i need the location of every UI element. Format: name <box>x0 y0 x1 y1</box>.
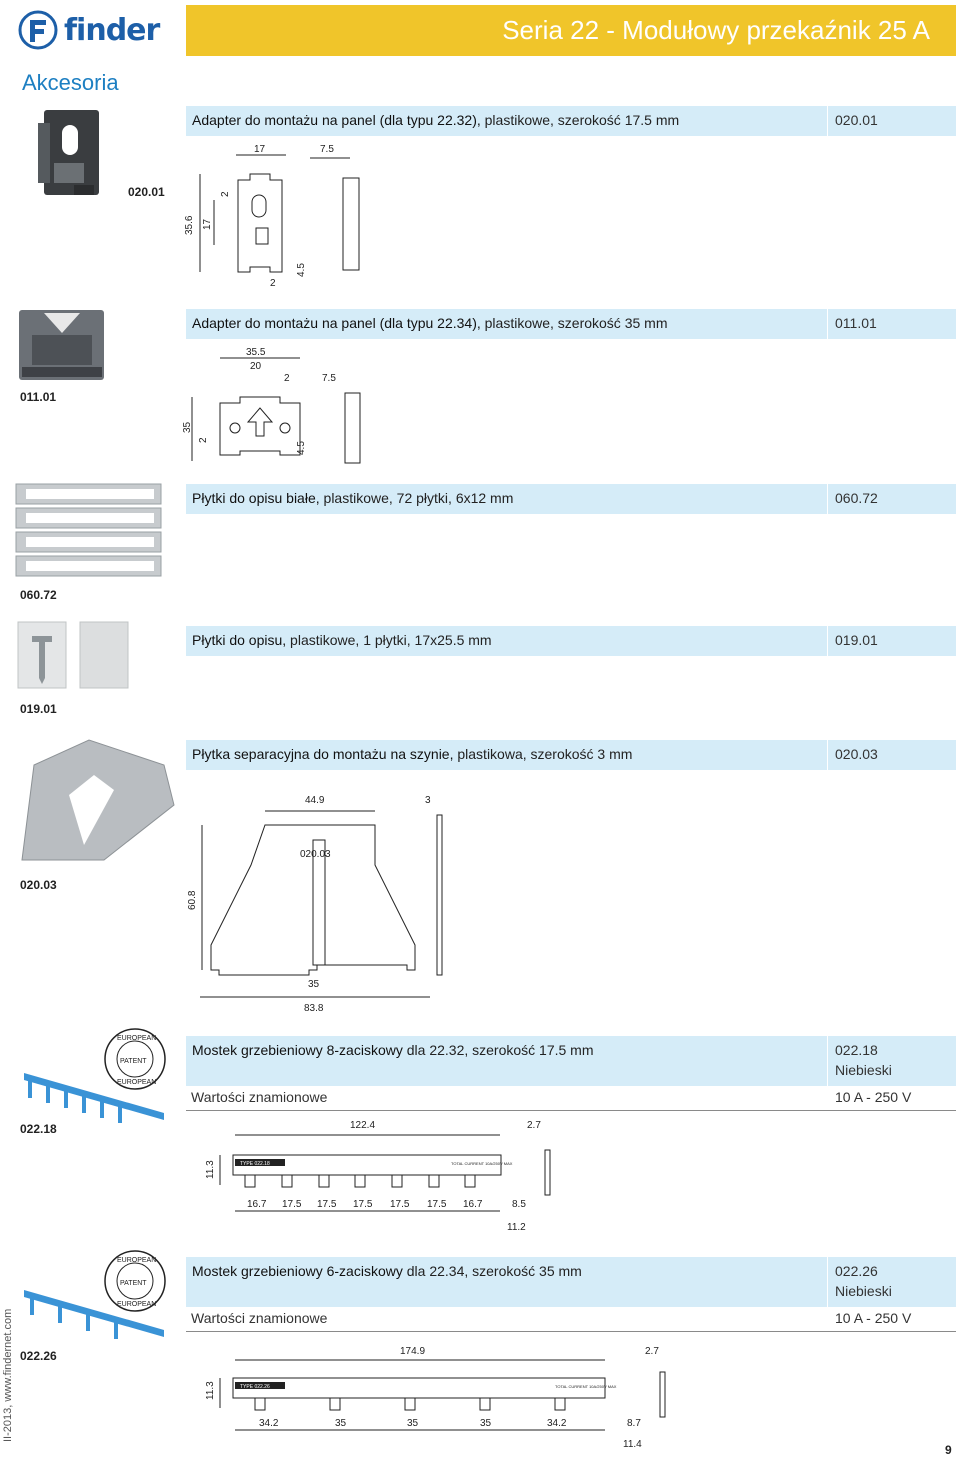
dim-pitch: 34.2 <box>547 1418 567 1429</box>
item-bar-011-01 <box>186 309 956 339</box>
section-title: Akcesoria <box>22 70 119 95</box>
item-description-bold: Płytki do opisu białe, <box>192 490 320 506</box>
dim-gap: 35 <box>308 979 320 990</box>
dim-width: 17 <box>254 144 266 155</box>
dim-pitch: 35 <box>335 1418 347 1429</box>
rated-label: Wartości znamionowe <box>191 1089 328 1105</box>
drawing-020-03 <box>180 785 470 1020</box>
item-description-rest: dla 22.32, szerokość 17.5 mm <box>402 1042 594 1058</box>
comb-current: TOTAL CURRENT 10A/250V MAX <box>451 1161 513 1166</box>
item-description-rest: dla 22.34, szerokość 35 mm <box>402 1263 582 1279</box>
dim-thick: 2 <box>284 373 290 384</box>
dim-total: 122.4 <box>350 1120 376 1131</box>
item-description <box>192 746 632 762</box>
item-description <box>192 1263 582 1279</box>
dim-offset-2: 11.4 <box>623 1439 642 1450</box>
dim-total: 83.8 <box>304 1003 324 1014</box>
dim-height-2: 17 <box>202 218 213 230</box>
dim-pitch: 35 <box>480 1418 492 1429</box>
item-bar-020-01 <box>186 106 956 136</box>
dim-height: 35.6 <box>184 215 195 235</box>
item-label: 060.72 <box>20 588 57 602</box>
dim-width: 35.5 <box>246 347 266 358</box>
comb-current: TOTAL CURRENT 10A/250V MAX <box>555 1384 617 1389</box>
dim-pitch: 17.5 <box>282 1199 302 1210</box>
dim-height: 11.3 <box>205 1381 216 1400</box>
item-bar-022-26 <box>186 1257 956 1307</box>
edition-text: II-2013, www.findernet.com <box>2 1308 14 1442</box>
item-label: 020.03 <box>20 878 57 892</box>
comb-type: TYPE 022.18 <box>240 1161 270 1167</box>
finder-logo <box>18 10 159 50</box>
dim-side: 2.7 <box>645 1346 659 1357</box>
item-code: 011.01 <box>835 315 877 331</box>
item-description <box>192 1042 594 1058</box>
item-label: 020.01 <box>128 185 165 199</box>
patent-text-top: EUROPEAN <box>117 1035 157 1042</box>
patent-text-top: EUROPEAN <box>117 1257 157 1264</box>
drawing-020-01 <box>180 140 400 300</box>
patent-text-middle: PATENT <box>120 1058 147 1065</box>
dim-pitch: 16.7 <box>247 1199 267 1210</box>
dim-bottom: 2 <box>270 278 276 289</box>
dim-bottom: 4.5 <box>296 441 307 455</box>
dim-height: 60.8 <box>187 890 198 910</box>
item-description <box>192 490 513 506</box>
item-code: 019.01 <box>835 632 878 648</box>
dim-pitch: 17.5 <box>390 1199 410 1210</box>
dim-height: 11.3 <box>205 1160 216 1179</box>
marker-tag-single-photo <box>14 618 134 693</box>
patent-seal-icon <box>100 1026 170 1092</box>
dim-offset-2: 11.2 <box>507 1222 526 1233</box>
item-label: 011.01 <box>20 390 57 404</box>
item-description-rest: plastikowe, szerokość 17.5 mm <box>480 112 680 128</box>
item-color: Niebieski <box>835 1283 892 1299</box>
item-bar-022-18 <box>186 1036 956 1086</box>
patent-text-bottom: EUROPEAN <box>117 1079 157 1086</box>
item-description-bold: Adapter do montażu na panel (dla typu 22.32), <box>192 112 481 128</box>
dim-thick: 3 <box>425 795 431 806</box>
dim-height-2: 2 <box>198 437 209 443</box>
dim-total: 174.9 <box>400 1346 426 1357</box>
plate-mark: 020.03 <box>300 849 331 860</box>
divider <box>186 1110 956 1111</box>
item-description-rest: plastikowa, szerokość 3 mm <box>453 746 633 762</box>
drawing-022-18 <box>195 1115 565 1240</box>
item-description <box>192 315 667 331</box>
adapter-011-01-photo <box>14 305 114 385</box>
finder-logo-icon <box>18 10 58 50</box>
item-description-bold: Mostek grzebieniowy 6-zaciskowy <box>192 1263 403 1279</box>
dim-width-2: 20 <box>250 361 262 372</box>
item-code: 022.26 <box>835 1263 878 1279</box>
item-bar-060-72 <box>186 484 956 514</box>
dim-height: 35 <box>182 421 193 433</box>
item-label: 022.18 <box>20 1122 57 1136</box>
item-description-bold: Płytki do opisu, <box>192 632 287 648</box>
drawing-011-01 <box>180 343 400 468</box>
item-code: 022.18 <box>835 1042 878 1058</box>
patent-text-middle: PATENT <box>120 1280 147 1287</box>
page-title: Seria 22 - Modułowy przekaźnik 25 A <box>502 15 930 45</box>
item-description-bold: Mostek grzebieniowy 8-zaciskowy <box>192 1042 403 1058</box>
adapter-020-01-photo <box>34 105 114 200</box>
dim-pitch: 17.5 <box>317 1199 337 1210</box>
title-bar <box>186 5 956 56</box>
marker-tags-photo <box>14 482 184 582</box>
dim-offset: 8.5 <box>512 1199 526 1210</box>
dim-pitch: 35 <box>407 1418 419 1429</box>
drawing-022-26 <box>195 1340 675 1455</box>
rated-label: Wartości znamionowe <box>191 1310 328 1326</box>
item-bar-019-01 <box>186 626 956 656</box>
item-description-bold: Płytka separacyjna do montażu na szynie, <box>192 746 454 762</box>
dim-thick: 2 <box>220 191 231 197</box>
patent-text-bottom: EUROPEAN <box>117 1301 157 1308</box>
separator-plate-photo <box>14 735 184 870</box>
comb-type: TYPE 022.26 <box>240 1384 270 1390</box>
dim-width: 44.9 <box>305 795 325 806</box>
patent-seal-icon <box>100 1248 170 1314</box>
dim-pitch: 16.7 <box>463 1199 483 1210</box>
item-description-rest: plastikowe, 1 płytki, 17x25.5 mm <box>286 632 492 648</box>
item-code: 020.01 <box>835 112 878 128</box>
divider <box>186 1331 956 1332</box>
dim-side: 7.5 <box>320 144 334 155</box>
dim-offset: 8.7 <box>627 1418 641 1429</box>
item-description-rest: plastikowe, szerokość 35 mm <box>480 315 668 331</box>
item-color: Niebieski <box>835 1062 892 1078</box>
rated-value: 10 A - 250 V <box>835 1310 912 1326</box>
item-label: 019.01 <box>20 702 57 716</box>
item-description-rest: plastikowe, 72 płytki, 6x12 mm <box>319 490 514 506</box>
item-description <box>192 632 492 648</box>
rated-value: 10 A - 250 V <box>835 1089 912 1105</box>
item-description <box>192 112 679 128</box>
dim-pitch: 34.2 <box>259 1418 279 1429</box>
item-code: 060.72 <box>835 490 878 506</box>
item-label: 022.26 <box>20 1349 57 1363</box>
dim-side: 7.5 <box>322 373 336 384</box>
dim-pitch: 17.5 <box>353 1199 373 1210</box>
brand-name: finder <box>64 12 160 48</box>
page-number: 9 <box>945 1443 952 1457</box>
item-code: 020.03 <box>835 746 878 762</box>
edition-note <box>0 1300 14 1450</box>
item-bar-020-03 <box>186 740 956 770</box>
item-description-bold: Adapter do montażu na panel (dla typu 22.34), <box>192 315 481 331</box>
dim-bottom-2: 4.5 <box>296 263 307 277</box>
dim-side: 2.7 <box>527 1120 541 1131</box>
dim-pitch: 17.5 <box>427 1199 447 1210</box>
